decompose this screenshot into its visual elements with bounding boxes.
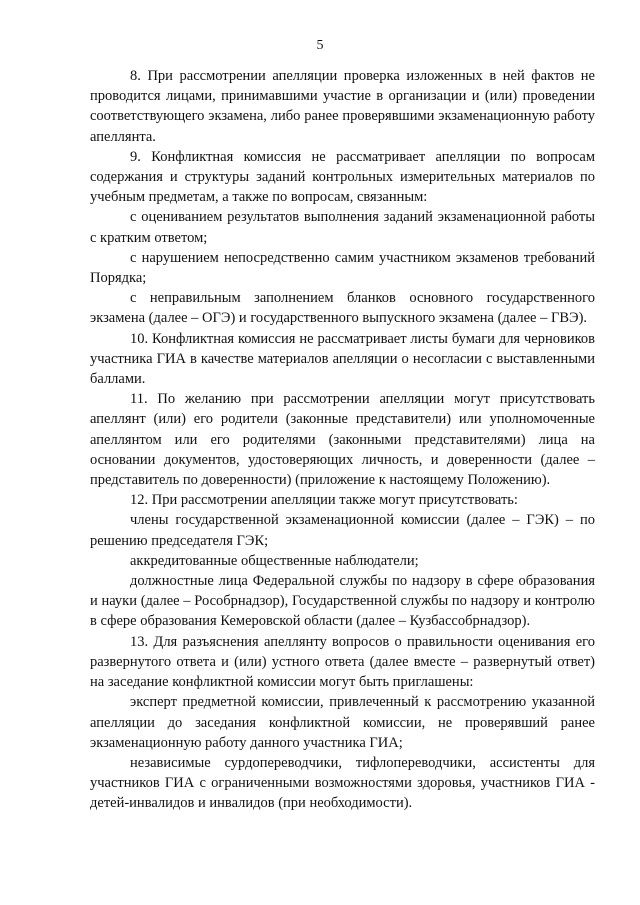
paragraph-13-item-1: эксперт предметной комиссии, привлеченный к рассмотрению указанной апелляции до заседания конфликтной комиссии, не проверявший ранее экзаменационную работу данного участника ГИА; — [90, 694, 595, 751]
paragraph-9-item-3: с неправильным заполнением бланков основного государственного экзамена (далее – ОГЭ) и государственного выпускного экзамена (далее – ГВЭ). — [90, 290, 595, 327]
paragraph-8: 8. При рассмотрении апелляции проверка изложенных в ней фактов не проводится лицами, принимавшими участие в организации и (или) проведении соответствующего экзамена, либо ранее проверявшими экзаменационную работу апеллянта. — [90, 68, 595, 145]
paragraph-12-item-2: аккредитованные общественные наблюдатели; — [130, 552, 419, 569]
paragraph-9: 9. Конфликтная комиссия не рассматривает апелляции по вопросам содержания и структуры заданий контрольных измерительных материалов по учебным предметам, а также по вопросам, связанным: — [90, 148, 595, 206]
paragraph-12: 12. При рассмотрении апелляции также могут присутствовать: — [130, 492, 518, 509]
paragraph-9-item-2: с нарушением непосредственно самим участником экзаменов требований Порядка; — [90, 249, 595, 287]
paragraph-9-item-1: с оцениванием результатов выполнения заданий экзаменационной работы с кратким ответом; — [90, 209, 595, 246]
document-body — [90, 66, 595, 814]
paragraph-12-item-3: должностные лица Федеральной службы по надзору в сфере образования и науки (далее – Рособрнадзор), Государственной службы по надзору и контролю в сфере образования Кемеровской области (далее – Кузбассобрнадзор). — [90, 573, 595, 630]
paragraph-13: 13. Для разъяснения апеллянту вопросов о правильности оценивания его развернутого ответа и (или) устного ответа (далее вместе – развернутый ответ) на заседание конфликтной комиссии могут быть приглашены: — [90, 633, 595, 691]
paragraph-10: 10. Конфликтная комиссия не рассматривает листы бумаги для черновиков участника ГИА в качестве материалов апелляции о несогласии с выставленными баллами. — [90, 330, 595, 388]
page-number: 5 — [316, 38, 324, 53]
paragraph-11: 11. По желанию при рассмотрении апелляции могут присутствовать апеллянт (или) его родители (законные представители) или уполномоченные апеллянтом или его родителями (законными представителями) лица на основании документов, удостоверяющих личность, и доверенности (далее – представитель по доверенности) (приложение к настоящему Положению). — [90, 391, 595, 489]
paragraph-12-item-1: члены государственной экзаменационной комиссии (далее – ГЭК) – по решению председателя ГЭК; — [90, 512, 595, 549]
paragraph-13-item-2: независимые сурдопереводчики, тифлопереводчики, ассистенты для участников ГИА с ограниченными возможностями здоровья, участников ГИА - детей-инвалидов и инвалидов (при необходимости). — [90, 754, 595, 812]
